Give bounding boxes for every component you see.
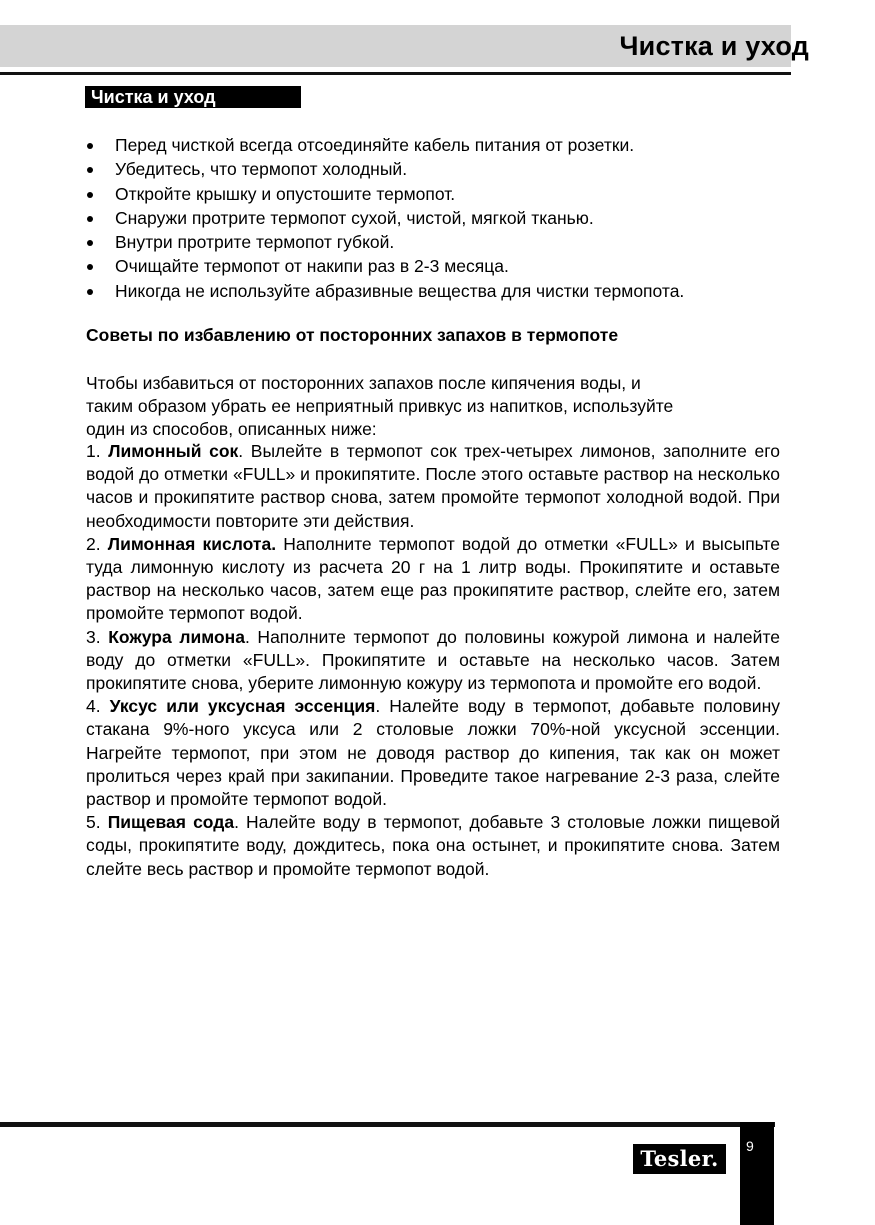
method-label: Пищевая сода <box>107 812 235 833</box>
method-number: 2. <box>86 533 101 554</box>
method-label: Лимонная кислота. <box>107 533 277 554</box>
tips-intro <box>86 372 780 442</box>
list-item: Убедитесь, что термопот холодный. <box>86 157 786 181</box>
method-lemon-peel <box>86 626 780 696</box>
intro-line: таким образом убрать ее неприятный привкус из напитков, используйте <box>86 396 674 417</box>
list-item: Снаружи протрите термопот сухой, чистой, мягкой тканью. <box>86 206 786 230</box>
method-text: . Налейте воду в термопот, добавьте 3 столовые ложки пищевой соды, прокипятите воду, дождитесь, пока она остынет, и прокипятите снова. Затем слейте весь раствор и промойте термопот водой. <box>86 812 780 879</box>
list-item: Откройте крышку и опустошите термопот. <box>86 182 786 206</box>
tesler-logo: Tesler. <box>633 1144 726 1174</box>
methods-list <box>86 440 780 881</box>
method-baking-soda <box>86 811 780 881</box>
method-number: 4. <box>86 696 101 717</box>
header-divider <box>0 72 791 75</box>
page-number: 9 <box>746 1138 754 1154</box>
method-number: 5. <box>86 812 101 833</box>
intro-line: один из способов, описанных ниже: <box>86 419 377 440</box>
method-label: Кожура лимона <box>108 626 245 647</box>
method-text: . Налейте воду в термопот, добавьте половину стакана 9%-ного уксуса или 2 столовые ложки 70%-ной уксусной эссенции. Нагрейте термопот, при этом не доводя раствор до кипения, так как он может пролиться через край при закипании. Проведите такое нагревание 2-3 раза, слейте раствор и промойте термопот водой. <box>86 696 780 810</box>
method-text: Наполните термопот водой до отметки «FULL» и высыпьте туда лимонную кислоту из расчета 20 г на 1 литр воды. Прокипятите и оставьте раствор на несколько часов, затем еще раз прокипятите раствор, слейте его, затем промойте термопот водой. <box>86 533 780 624</box>
method-label: Лимонный сок <box>108 441 239 461</box>
list-item: Никогда не используйте абразивные вещества для чистки термопота. <box>86 279 786 303</box>
page-header-title: Чистка и уход <box>619 31 809 61</box>
cleaning-steps-list <box>86 133 786 303</box>
list-item: Перед чисткой всегда отсоединяйте кабель питания от розетки. <box>86 133 786 157</box>
intro-line: Чтобы избавиться от посторонних запахов после кипячения воды, и <box>86 373 641 393</box>
footer-divider <box>0 1122 775 1127</box>
method-text: . Наполните термопот до половины кожурой лимона и налейте воду до отметки «FULL». Прокипятите и оставьте на несколько часов. Затем прокипятите снова, уберите лимонную кожуру из термопота и промойте его водой. <box>86 626 780 694</box>
list-item: Очищайте термопот от накипи раз в 2-3 месяца. <box>86 254 786 278</box>
method-label: Уксус или уксусная эссенция <box>109 696 376 717</box>
section-label: Чистка и уход <box>85 86 301 108</box>
method-number: 3. <box>86 626 101 647</box>
list-item: Внутри протрите термопот губкой. <box>86 230 786 254</box>
method-lemon-juice <box>86 440 780 533</box>
method-vinegar <box>86 695 780 811</box>
method-number: 1. <box>86 441 101 461</box>
tips-heading: Советы по избавлению от посторонних запахов в термопоте <box>86 325 619 345</box>
method-citric-acid <box>86 533 780 626</box>
method-text: . Вылейте в термопот сок трех-четырех лимонов, заполните его водой до отметки «FULL» и прокипятите. После этого оставьте раствор на несколько часов и прокипятите раствор снова, затем промойте термопот холодной водой. При необходимости повторите эти действия. <box>86 441 780 531</box>
